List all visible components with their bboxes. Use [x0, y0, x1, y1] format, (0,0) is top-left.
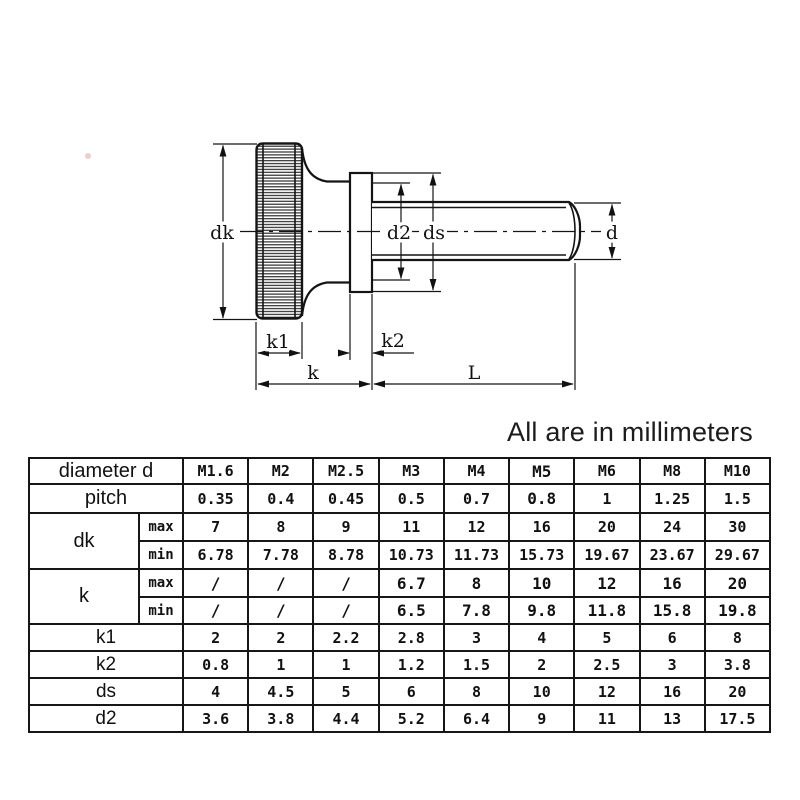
row-label-d2: d2	[29, 705, 183, 732]
table-row-k-min	[29, 597, 770, 624]
table-row-k1	[29, 624, 770, 651]
cell: 9.8	[509, 597, 574, 624]
col-header-m5: M5	[509, 458, 574, 484]
L-label: L	[467, 362, 481, 384]
cell: 13	[640, 705, 705, 732]
cell: 5	[313, 678, 378, 705]
cell: /	[248, 569, 313, 597]
cell: 2	[248, 624, 313, 651]
sub-label-max: max	[139, 569, 183, 597]
cell: 1	[313, 651, 378, 678]
cell: 19.67	[574, 541, 639, 569]
cell: 3	[444, 624, 509, 651]
k2-label: k2	[381, 330, 405, 352]
cell: 10	[509, 569, 574, 597]
collar	[350, 173, 372, 292]
cell: 10.73	[379, 541, 444, 569]
dk-label: dk	[210, 222, 234, 244]
cell: /	[183, 569, 248, 597]
cell: 0.8	[509, 484, 574, 513]
d2-label: d2	[386, 222, 412, 244]
cell: 24	[640, 513, 705, 541]
cell: 7.78	[248, 541, 313, 569]
cell: 0.7	[444, 484, 509, 513]
cell: 8	[444, 569, 509, 597]
cell: 0.5	[379, 484, 444, 513]
cell: 8	[248, 513, 313, 541]
cell: 4.4	[313, 705, 378, 732]
cell: 0.4	[248, 484, 313, 513]
cell: 12	[444, 513, 509, 541]
table-row-k-max	[29, 569, 770, 597]
cell: 17.5	[705, 705, 770, 732]
col-header-m2-5: M2.5	[313, 458, 378, 484]
table-row-dk-min	[29, 541, 770, 569]
col-header-m8: M8	[640, 458, 705, 484]
table-row-k2	[29, 651, 770, 678]
cell: 0.45	[313, 484, 378, 513]
col-header-m6: M6	[574, 458, 639, 484]
cell: 7.8	[444, 597, 509, 624]
cell: 1.5	[705, 484, 770, 513]
cell: 3.8	[248, 705, 313, 732]
cell: 16	[640, 569, 705, 597]
cell: 9	[313, 513, 378, 541]
cell: 3.8	[705, 651, 770, 678]
cell: 6.5	[379, 597, 444, 624]
cell: 5	[574, 624, 639, 651]
cell: 4.5	[248, 678, 313, 705]
cell: 20	[574, 513, 639, 541]
k-label: k	[307, 362, 319, 384]
cell: /	[183, 597, 248, 624]
cell: 11	[379, 513, 444, 541]
row-label-k2: k2	[29, 651, 183, 678]
cell: 2	[509, 651, 574, 678]
cell: 15.8	[640, 597, 705, 624]
cell: 30	[705, 513, 770, 541]
cell: 20	[705, 678, 770, 705]
sub-label-min: min	[139, 541, 183, 569]
cell: 15.73	[509, 541, 574, 569]
cell: 2	[183, 624, 248, 651]
cell: 19.8	[705, 597, 770, 624]
cell: 1.2	[379, 651, 444, 678]
cell: 1.5	[444, 651, 509, 678]
cell: 11.8	[574, 597, 639, 624]
row-label-pitch: pitch	[29, 484, 183, 513]
cell: 6.7	[379, 569, 444, 597]
cell: 9	[509, 705, 574, 732]
cell: 8.78	[313, 541, 378, 569]
cell: 11.73	[444, 541, 509, 569]
sub-label-max: max	[139, 513, 183, 541]
cell: /	[313, 569, 378, 597]
cell: 2.2	[313, 624, 378, 651]
cell: 2.5	[574, 651, 639, 678]
row-label-dk: dk	[29, 513, 139, 569]
cell: /	[313, 597, 378, 624]
row-label-diameter-d: diameter d	[29, 458, 183, 484]
cell: 10	[509, 678, 574, 705]
col-header-m3: M3	[379, 458, 444, 484]
cell: 23.67	[640, 541, 705, 569]
cell: 6.78	[183, 541, 248, 569]
table-row-diameter	[29, 458, 770, 484]
k1-label: k1	[266, 331, 290, 353]
table-row-dk-max	[29, 513, 770, 541]
cell: 3.6	[183, 705, 248, 732]
cell: 8	[444, 678, 509, 705]
cell: 2.8	[379, 624, 444, 651]
d-label: d	[605, 222, 619, 244]
table-row-pitch	[29, 484, 770, 513]
cell: 0.35	[183, 484, 248, 513]
cell: 6	[379, 678, 444, 705]
sub-label-min: min	[139, 597, 183, 624]
row-label-k: k	[29, 569, 139, 624]
cell: 12	[574, 678, 639, 705]
scan-artifact-dot	[85, 153, 91, 159]
units-note: All are in millimeters	[507, 417, 753, 447]
cell: 6	[640, 624, 705, 651]
col-header-m1-6: M1.6	[183, 458, 248, 484]
cell: 11	[574, 705, 639, 732]
ds-label: ds	[423, 222, 445, 244]
col-header-m2: M2	[248, 458, 313, 484]
cell: 1.25	[640, 484, 705, 513]
cell: 16	[509, 513, 574, 541]
cell: 0.8	[183, 651, 248, 678]
dimension-table	[28, 457, 771, 733]
cell: 7	[183, 513, 248, 541]
cell: 1	[248, 651, 313, 678]
cell: 3	[640, 651, 705, 678]
cell: 1	[574, 484, 639, 513]
table-row-ds	[29, 678, 770, 705]
cell: 4	[183, 678, 248, 705]
cell: 5.2	[379, 705, 444, 732]
cell: 8	[705, 624, 770, 651]
cell: 12	[574, 569, 639, 597]
row-label-k1: k1	[29, 624, 183, 651]
cell: 4	[509, 624, 574, 651]
col-header-m10: M10	[705, 458, 770, 484]
col-header-m4: M4	[444, 458, 509, 484]
table-row-d2	[29, 705, 770, 732]
cell: 29.67	[705, 541, 770, 569]
cell: /	[248, 597, 313, 624]
cell: 16	[640, 678, 705, 705]
cell: 20	[705, 569, 770, 597]
row-label-ds: ds	[29, 678, 183, 705]
cell: 6.4	[444, 705, 509, 732]
